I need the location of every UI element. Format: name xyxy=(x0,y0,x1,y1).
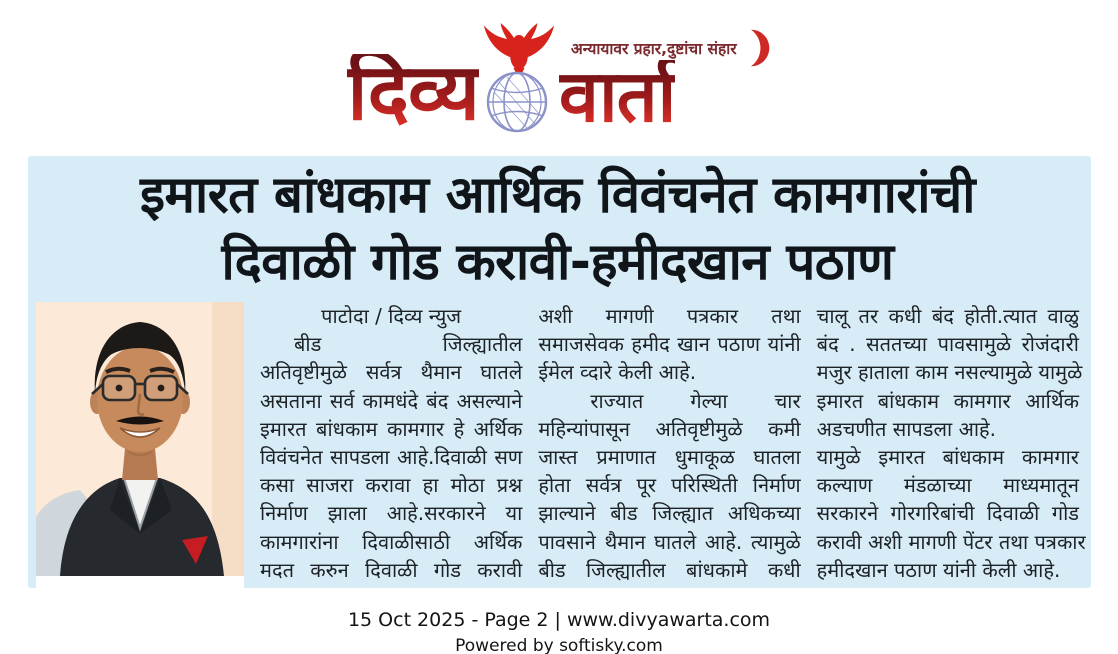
article-column-1 xyxy=(260,302,522,588)
article-column-3 xyxy=(816,302,1086,588)
article-text-line: अडचणीत सापडला आहे. xyxy=(816,416,997,441)
article-text-line: होता सर्वत्र पूर परिस्थिती निर्माण xyxy=(538,473,801,498)
article-photo xyxy=(36,302,244,588)
globe-icon xyxy=(485,70,549,134)
article-text-line: सरकारने गोरगरिबांची दिवाळी गोड xyxy=(816,501,1079,526)
article-text-line: अतिवृष्टीमुळे सर्वत्र थैमान घातले xyxy=(260,360,523,385)
article-text-line: कामगारांना दिवाळीसाठी अर्थिक xyxy=(260,529,523,554)
article-text-line: जास्त प्रमाणात धुमाकूळ घातला xyxy=(538,445,801,470)
logo-text-divya: दिव्य xyxy=(347,48,479,138)
headline-line-2: दिवाळी गोड करावी-हमीदखान पठाण xyxy=(221,233,894,292)
article-text-line: झाल्याने बीड जिल्ह्यात अधिकच्या xyxy=(538,501,801,526)
article-text-line: पाटोदा / दिव्य न्युज xyxy=(321,304,462,328)
article-text-line: यामुळे इमारत बांधकाम कामगार xyxy=(816,445,1079,470)
article-text-line: मजुर हाताला काम नसल्यामुळे यामुळे xyxy=(816,360,1083,385)
article-text-line: पावसाने थैमान घातले आहे. त्यामुळे xyxy=(538,529,801,554)
article-text-line: मदत करुन दिवाळी गोड करावी xyxy=(260,557,523,582)
article-text-line: विवंचनेत सापडला आहे.दिवाळी सण xyxy=(260,445,523,470)
article-text-line: अशी मागणी पत्रकार तथा xyxy=(538,304,801,328)
masthead xyxy=(0,0,1118,138)
article-text-line: बंद . सततच्या पावसामुळे रोजंदारी xyxy=(816,332,1079,357)
footer xyxy=(0,609,1118,654)
article-text-line: समाजसेवक हमीद खान पठाण यांनी xyxy=(538,332,801,357)
article-text-line: इमारत बांधकाम कामगार हे अर्थिक xyxy=(260,416,523,441)
article-text-line: करावी अशी मागणी पेंटर तथा पत्रकार xyxy=(816,529,1086,554)
article-text-line: राज्यात गेल्या चार xyxy=(590,388,801,413)
logo-emblem xyxy=(475,22,563,134)
article-text-line: असताना सर्व कामधंदे बंद असल्याने xyxy=(260,388,523,413)
article-body xyxy=(36,302,1086,588)
article-text-line: हमीदखान पठाण यांनी केली आहे. xyxy=(816,557,1061,582)
logo-text-warta: वार्ता xyxy=(558,54,676,138)
footer-date-page-url: 15 Oct 2025 - Page 2 | www.divyawarta.com xyxy=(347,609,771,631)
portrait-photo-man xyxy=(36,302,244,588)
footer-powered-by: Powered by softisky.com xyxy=(455,636,663,654)
article-card xyxy=(28,156,1091,588)
article-text-line: कल्याण मंडळाच्या माध्यमातून xyxy=(816,473,1079,498)
article-text-line: बीड जिल्ह्यातील बांधकामे कधी xyxy=(538,557,801,582)
article-text-line: इमारत बांधकाम कामगार आर्थिक xyxy=(816,388,1079,413)
article-headline xyxy=(36,162,1079,296)
article-text-line: महिन्यांपासून अतिवृष्टीमुळे कमी xyxy=(538,416,801,441)
headline-line-1: इमारत बांधकाम आर्थिक विवंचनेत कामगारांची xyxy=(140,166,975,225)
crescent-icon xyxy=(741,28,771,68)
masthead-tagline: अन्यायावर प्रहार,दुष्टांचा संहार xyxy=(570,40,737,58)
newspaper-logo xyxy=(347,6,770,138)
article-text-line: कसा साजरा करावा हा मोठा प्रश्न xyxy=(260,473,523,498)
article-text-line: ईमेल व्दारे केली आहे. xyxy=(538,360,697,385)
article-text-line: निर्माण झाला आहे.सरकारने या xyxy=(260,501,523,526)
article-column-2 xyxy=(538,302,800,588)
article-text-line: बीड जिल्ह्यातील xyxy=(294,332,523,357)
article-text-line: चालू तर कधी बंद होती.त्यात वाळु xyxy=(816,304,1079,328)
